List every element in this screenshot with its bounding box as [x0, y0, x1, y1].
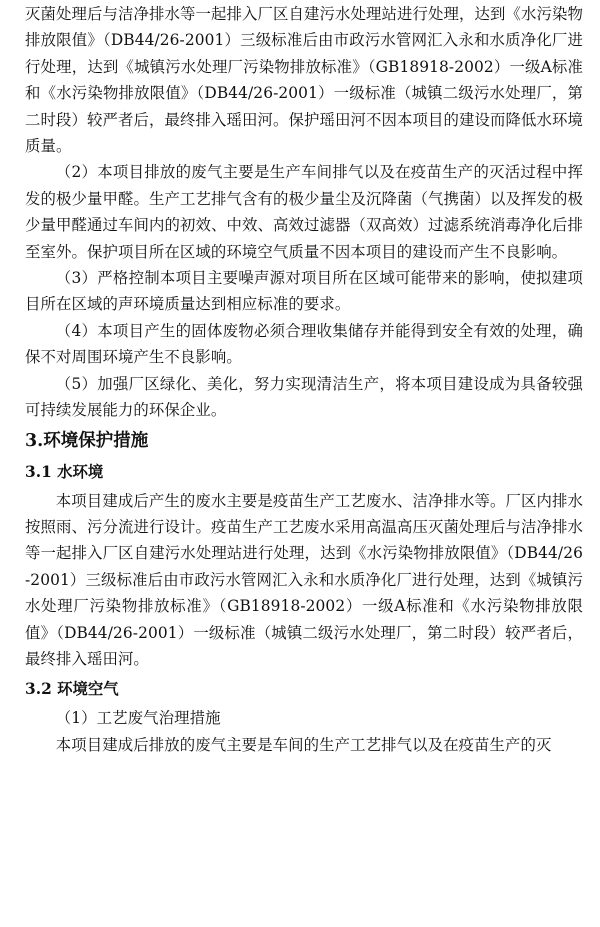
paragraph-item-5: （5）加强厂区绿化、美化，努力实现清洁生产，将本项目建设成为具备较强可持续发展能力的环保企业。	[25, 374, 583, 420]
paragraph-air-environment: 本项目建成后排放的废气主要是车间的生产工艺排气以及在疫苗生产的灭	[55, 735, 552, 754]
paragraph-item-3: （3）严格控制本项目主要噪声源对项目所在区域可能带来的影响，使拟建项目所在区域的声环境质量达到相应标准的要求。	[25, 269, 583, 314]
paragraph-water-environment: 本项目建成后产生的废水主要是疫苗生产工艺废水、洁净排水等。厂区内排水按照雨、污分流进行设计。疫苗生产工艺废水采用高温高压灭菌处理后与洁净排水等一起排入厂区自建污水处理站进行处理，达到《水污染物排放限值》（DB44/26-2001）三级标准后由市政污水管网汇入永和水质净化厂进行处理，达到《城镇污水处理厂污染物排放标准》（GB18918-2002）一级A标准和《水污染物排放限值》（DB44/26-2001）一级标准（城镇二级污水处理厂，第二时段）较严者后，最终排入瑶田河。	[25, 491, 583, 668]
paragraph-continued: 灭菌处理后与洁净排水等一起排入厂区自建污水处理站进行处理，达到《水污染物排放限值》（DB44/26-2001）三级标准后由市政污水管网汇入永和水质净化厂进行处理，达到《城镇污水处理厂污染物排放标准》（GB18918-2002）一级A标准和《水污染物排放限值》（DB44/26-2001）一级标准（城镇二级污水处理厂，第二时段）较严者后，最终排入瑶田河。保护瑶田河不因本项目的建设而降低水环境质量。	[25, 5, 583, 156]
paragraph-item-4: （4）本项目产生的固体废物必须合理收集储存并能得到安全有效的处理，确保不对周围环境产生不良影响。	[25, 321, 583, 367]
subsection-heading-3-1: 3.1 水环境	[25, 462, 104, 481]
section-heading-3: 3.环境保护措施	[25, 430, 149, 451]
subsection-heading-3-2: 3.2 环境空气	[25, 680, 119, 699]
sub-item-process-exhaust: （1）工艺废气治理措施	[55, 709, 221, 728]
paragraph-item-2: （2）本项目排放的废气主要是生产车间排气以及在疫苗生产的灭活过程中挥发的极少量甲醛。生产工艺排气含有的极少量尘及沉降菌（气携菌）以及挥发的极少量甲醛通过车间内的初效、中效、高效过滤器（双高效）过滤系统消毒净化后排至室外。保护项目所在区域的环境空气质量不因本项目的建设而产生不良影响。	[25, 163, 583, 261]
